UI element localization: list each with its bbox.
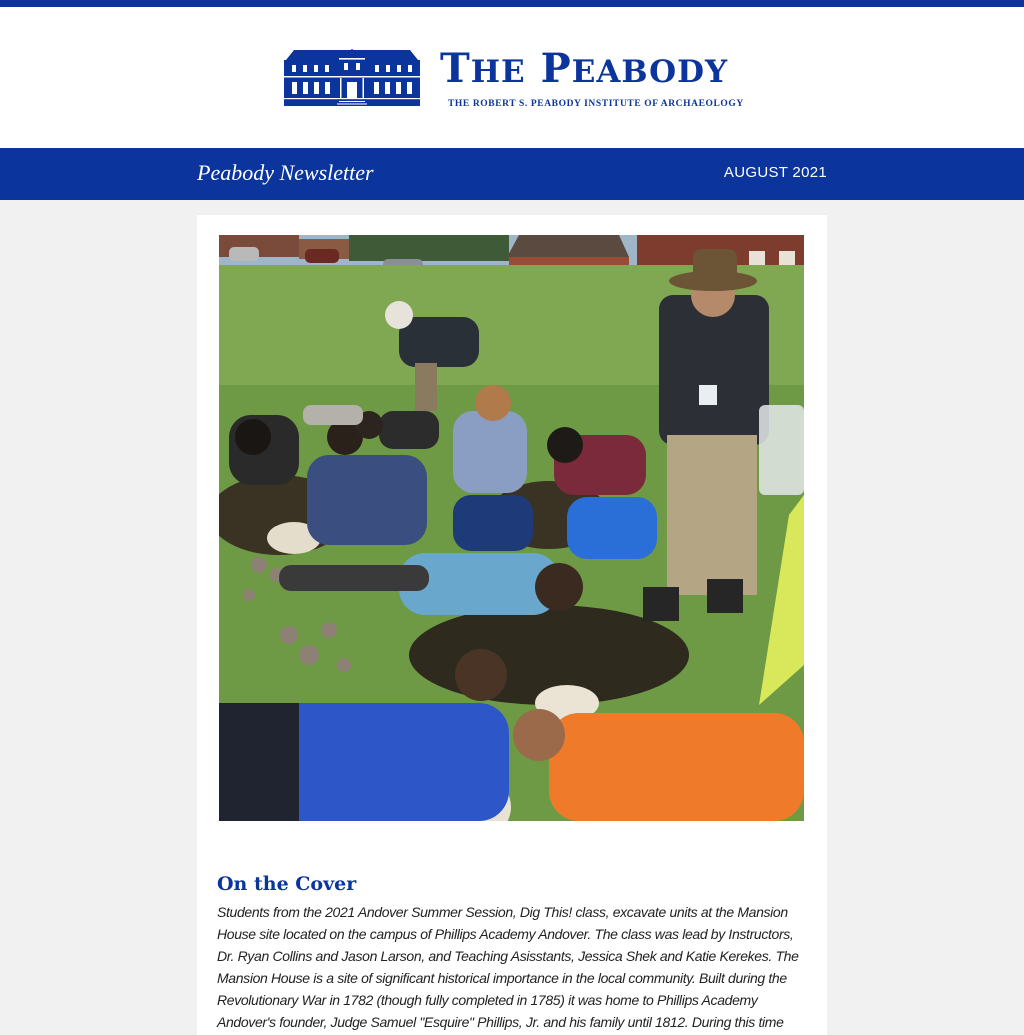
cover-description: Students from the 2021 Andover Summer Session, Dig This! class, excavate units at the Mansion House site located on the campus of Phillips Academy Andover. The class was lead by Instructors, Dr. Ryan Collins and Jason Larson, and Teaching Asisstants, Jessica Shek and Katie Kerekes. The Mansion House is a site of significant historical importance in the local community. Built during the Revolutionary War in 1782 (though fully completed in 1785) it was home to Phillips Academy Andover's founder, Judge Samuel "Esquire" Phillips, Jr. and his family until 1812. During this time [217,904,799,1030]
top-accent-strip [0,0,1024,7]
newsletter-title: Peabody Newsletter [197,160,374,185]
peabody-wordmark [440,45,744,109]
peabody-logo[interactable] [284,45,744,114]
institution-tagline: THE ROBERT S. PEABODY INSTITUTE OF ARCHAEOLOGY [448,99,744,109]
content-card [197,215,827,1035]
cover-heading: On the Cover [217,873,357,895]
excavation-photo-illustration [219,235,804,821]
newsletter-banner [0,148,1024,200]
newsletter-date: AUGUST 2021 [723,164,827,181]
institution-name: THE PEABODY [440,45,729,92]
building-logo-icon [284,48,420,106]
cover-photo[interactable] [219,235,804,821]
masthead [0,7,1024,148]
